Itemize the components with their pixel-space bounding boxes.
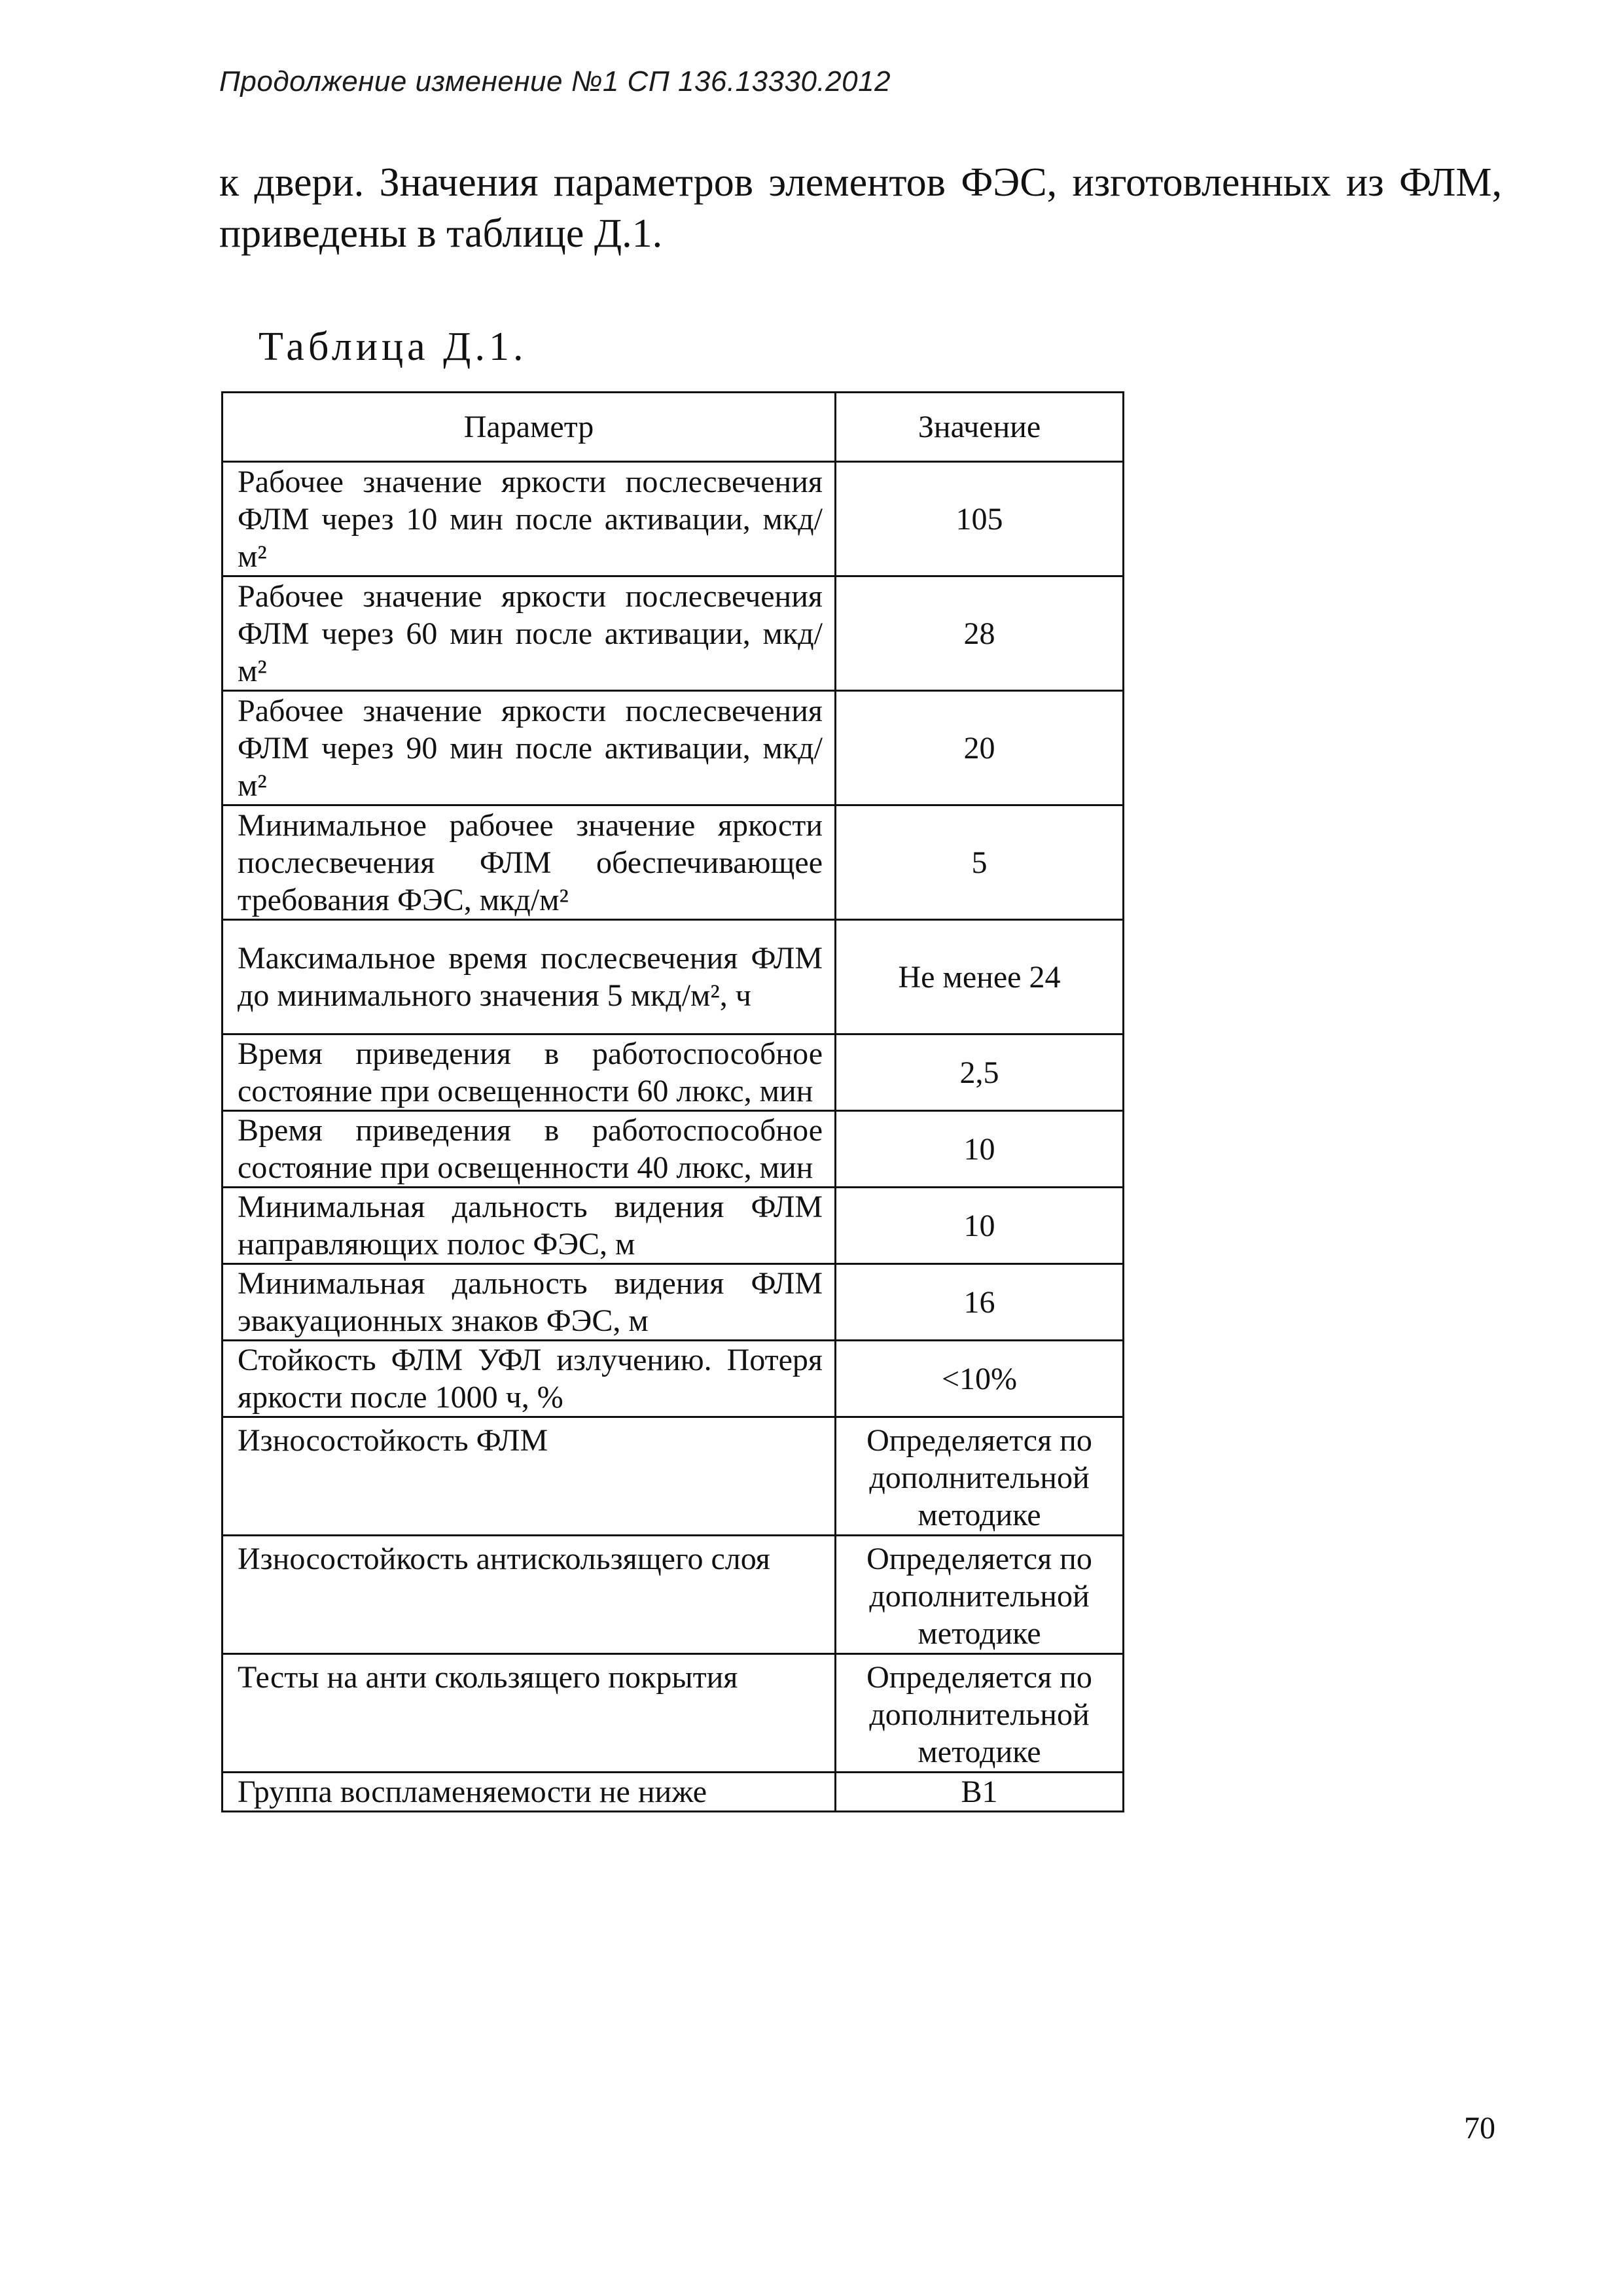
table-row — [223, 1417, 1124, 1536]
table-row — [223, 462, 1124, 576]
cell-value: 2,5 — [836, 1034, 1124, 1111]
table-caption: Таблица Д.1. — [259, 325, 527, 369]
cell-parameter: Максимальное время послесвечения ФЛМ до минимального значения 5 мкд/м², ч — [223, 920, 836, 1034]
cell-parameter: Рабочее значение яркости послесвечения ФЛМ через 10 мин после активации, мкд/м² — [223, 462, 836, 576]
parameters-table — [221, 391, 1124, 1812]
cell-value: 10 — [836, 1111, 1124, 1188]
cell-parameter: Тесты на анти скользящего покрытия — [223, 1654, 836, 1773]
cell-value: 28 — [836, 576, 1124, 691]
cell-parameter: Минимальная дальность видения ФЛМ эвакуационных знаков ФЭС, м — [223, 1264, 836, 1341]
table-row — [223, 691, 1124, 805]
cell-value: Определяется по дополнительной методике — [836, 1417, 1124, 1536]
running-header: Продолжение изменение №1 СП 136.13330.2012 — [219, 65, 891, 97]
page-number: 70 — [1464, 2111, 1495, 2146]
table-row — [223, 1654, 1124, 1773]
table-row — [223, 920, 1124, 1034]
cell-value: Не менее 24 — [836, 920, 1124, 1034]
cell-value: <10% — [836, 1341, 1124, 1417]
table-row — [223, 1111, 1124, 1188]
cell-parameter: Рабочее значение яркости послесвечения ФЛМ через 90 мин после активации, мкд/м² — [223, 691, 836, 805]
table-row — [223, 1034, 1124, 1111]
cell-value: Определяется по дополнительной методике — [836, 1654, 1124, 1773]
cell-value: 20 — [836, 691, 1124, 805]
table-header-row — [223, 393, 1124, 462]
parameters-table-container — [221, 391, 1122, 1812]
cell-parameter: Группа воспламеняемости не ниже — [223, 1773, 836, 1812]
table-row — [223, 1341, 1124, 1417]
cell-value: 16 — [836, 1264, 1124, 1341]
cell-value: 5 — [836, 805, 1124, 920]
cell-parameter: Стойкость ФЛМ УФЛ излучению. Потеря яркости после 1000 ч, % — [223, 1341, 836, 1417]
cell-value: В1 — [836, 1773, 1124, 1812]
table-row — [223, 576, 1124, 691]
table-row — [223, 1264, 1124, 1341]
table-row — [223, 805, 1124, 920]
cell-value: 105 — [836, 462, 1124, 576]
intro-paragraph: к двери. Значения параметров элементов ФЭС, изготовленных из ФЛМ, приведены в таблице Д.1. — [219, 160, 1502, 256]
cell-parameter: Рабочее значение яркости послесвечения ФЛМ через 60 мин после активации, мкд/м² — [223, 576, 836, 691]
cell-parameter: Время приведения в работоспособное состояние при освещенности 40 люкс, мин — [223, 1111, 836, 1188]
table-row — [223, 1773, 1124, 1812]
cell-parameter: Минимальная дальность видения ФЛМ направляющих полос ФЭС, м — [223, 1188, 836, 1264]
cell-parameter: Износостойкость ФЛМ — [223, 1417, 836, 1536]
cell-parameter: Минимальное рабочее значение яркости послесвечения ФЛМ обеспечивающее требования ФЭС, мкд/м² — [223, 805, 836, 920]
cell-parameter: Износостойкость антискользящего слоя — [223, 1536, 836, 1654]
table-row — [223, 1188, 1124, 1264]
cell-parameter: Время приведения в работоспособное состояние при освещенности 60 люкс, мин — [223, 1034, 836, 1111]
column-header-parameter: Параметр — [223, 393, 836, 462]
column-header-value: Значение — [836, 393, 1124, 462]
table-row — [223, 1536, 1124, 1654]
cell-value: Определяется по дополнительной методике — [836, 1536, 1124, 1654]
cell-value: 10 — [836, 1188, 1124, 1264]
